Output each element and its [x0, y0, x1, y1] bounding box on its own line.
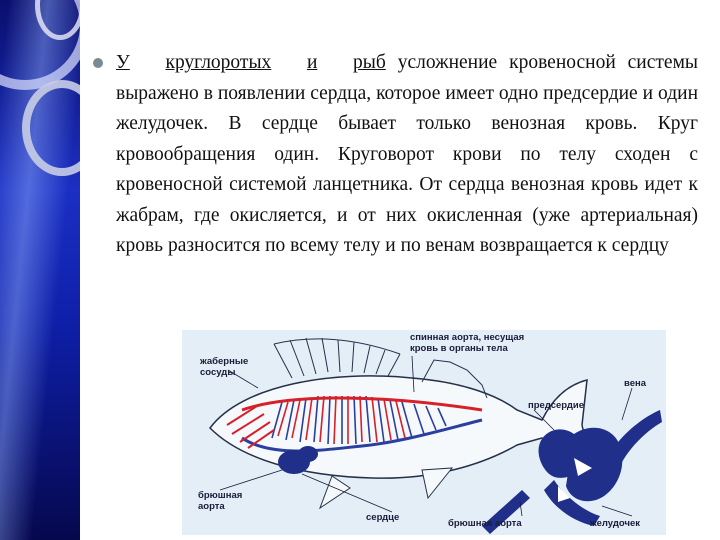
body-paragraph [116, 48, 698, 262]
decorative-sidebar [0, 0, 80, 540]
label-ventral-aorta: брюшная аорта [198, 490, 243, 512]
label-heart: сердце [366, 512, 400, 523]
word-fish: рыб [353, 52, 386, 73]
label-dorsal-aorta: спинная аорта, несущая кровь в органы тела [410, 332, 525, 354]
label-vein: вена [624, 378, 647, 389]
label-ventral-aorta-bottom: брюшная аорта [448, 518, 522, 529]
label-ventricle: желудочек [590, 518, 641, 529]
label-atrium: предсердие [528, 400, 585, 411]
paragraph-text: усложнение кровеносной системы выражено в появлении сердца, которое имеет одно предсердие и один желудочек. В сердце бывает только венозная кровь. Круг кровообращения один. Круговорот крови по телу сходен с кровеносной системой ланцетника. От сердца венозная кровь идет к жабрам, где окисляется, и от них окисленная (уже артериальная) кровь разносится по всему телу и по венам возвращается к сердцу [116, 52, 699, 256]
label-gill-vessels: жаберные сосуды [200, 356, 249, 378]
fish-body [210, 376, 592, 478]
bullet-icon [93, 58, 103, 68]
word-cyclostomes: круглоротых [165, 52, 272, 73]
word: У [116, 52, 130, 73]
fish-circulation-figure [182, 330, 666, 535]
word: и [306, 52, 318, 73]
